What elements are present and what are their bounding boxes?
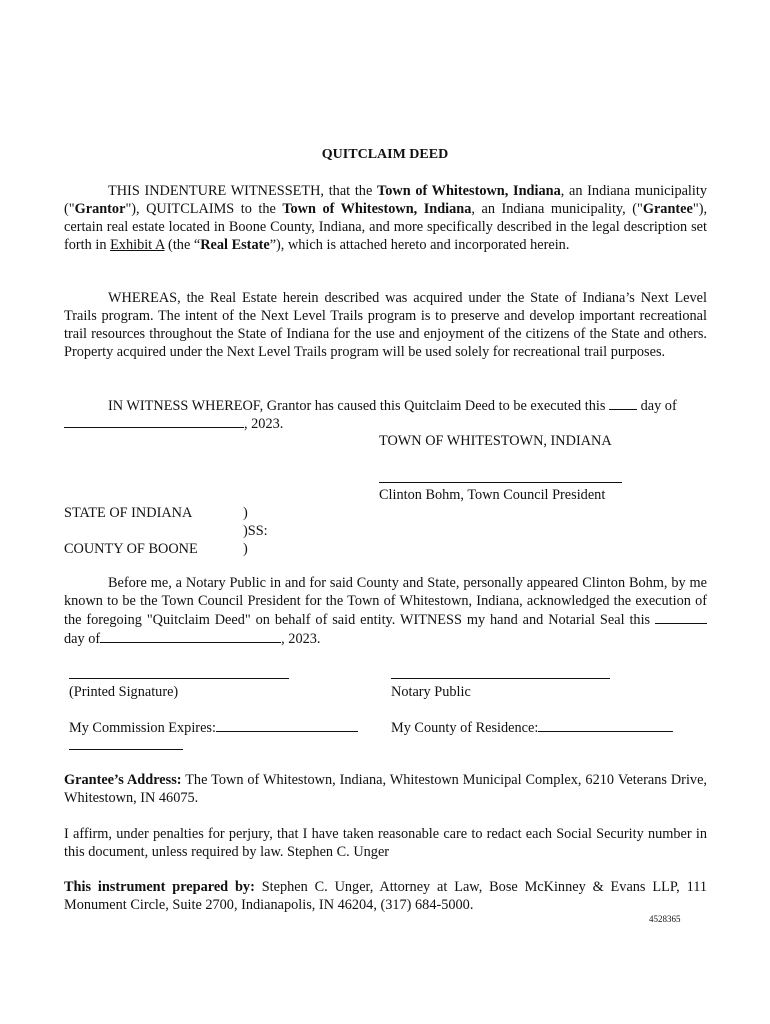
venue-paren: ) <box>243 505 248 521</box>
grantee-address: Grantee’s Address: The Town of Whitestown, Indiana, Whitestown Municipal Complex, 6210 Veterans Drive, Whitestown, IN 46075. <box>64 772 707 806</box>
document-number: 4528365 <box>649 914 681 924</box>
notary-month-blank <box>100 630 281 643</box>
witness-date-line: , 2023. <box>64 415 283 433</box>
exhibit-a-reference: Exhibit A <box>110 236 165 253</box>
month-blank <box>64 415 244 428</box>
county-of-residence: My County of Residence: <box>391 719 673 737</box>
notary-public-label: Notary Public <box>391 684 471 700</box>
whereas-paragraph: WHEREAS, the Real Estate herein described was acquired under the State of Indiana’s Next Level Trails program. The intent of the Next Level Trails program is to preserve and develop important recreational trail resources throughout the State of Indiana for the use and enjoyment of the citizens of the State and others. Property acquired under the Next Level Trails program will be used solely for recreational trail purposes. <box>64 290 707 360</box>
day-blank <box>609 397 637 410</box>
ssn-affirmation: I affirm, under penalties for perjury, that I have taken reasonable care to redact each Social Security number in this document, unless required by law. Stephen C. Unger <box>64 826 707 860</box>
signer-name: Clinton Bohm, Town Council President <box>379 487 606 503</box>
commission-continuation-line <box>69 749 183 750</box>
notary-paragraph: Before me, a Notary Public in and for said County and State, personally appeared Clinton Bohm, by me known to be the Town Council President for the Town of Whitestown, Indiana, acknowledged the execution of the foregoing "Quitclaim Deed" on behalf of said entity. WITNESS my hand and Notarial Seal this day of , 2023. <box>64 575 707 647</box>
town-heading: TOWN OF WHITESTOWN, INDIANA <box>379 433 612 449</box>
notary-signature-line <box>391 678 610 679</box>
council-signature-line <box>379 482 622 483</box>
printed-signature-line <box>69 678 289 679</box>
notary-day-blank <box>655 611 707 624</box>
document-title: QUITCLAIM DEED <box>321 147 449 162</box>
commission-expires: My Commission Expires: <box>69 719 358 737</box>
witness-whereof-line: IN WITNESS WHEREOF, Grantor has caused this Quitclaim Deed to be executed this day of <box>108 398 677 414</box>
venue-ss: )SS: <box>243 523 268 539</box>
venue-paren: ) <box>243 541 248 557</box>
commission-expires-blank <box>216 719 358 732</box>
prepared-by: This instrument prepared by: Stephen C. Unger, Attorney at Law, Bose McKinney & Evans LLP, 111 Monument Circle, Suite 2700, Indianapolis, IN 46204, (317) 684-5000. <box>64 879 707 913</box>
state-label: STATE OF INDIANA <box>64 505 193 521</box>
printed-signature-label: (Printed Signature) <box>69 684 179 700</box>
county-label: COUNTY OF BOONE <box>64 541 198 557</box>
indenture-paragraph: THIS INDENTURE WITNESSETH, that the Town of Whitestown, Indiana, an Indiana municipality ("Grantor"), QUITCLAIMS to the Town of Whitestown, Indiana, an Indiana municipality, ("Grantee"), certain real estate located in Boone County, Indiana, and more specifically described in the legal description set forth in Exhibit A (the “Real Estate”), which is attached hereto and incorporated herein. <box>64 183 708 253</box>
county-residence-blank <box>538 719 673 732</box>
